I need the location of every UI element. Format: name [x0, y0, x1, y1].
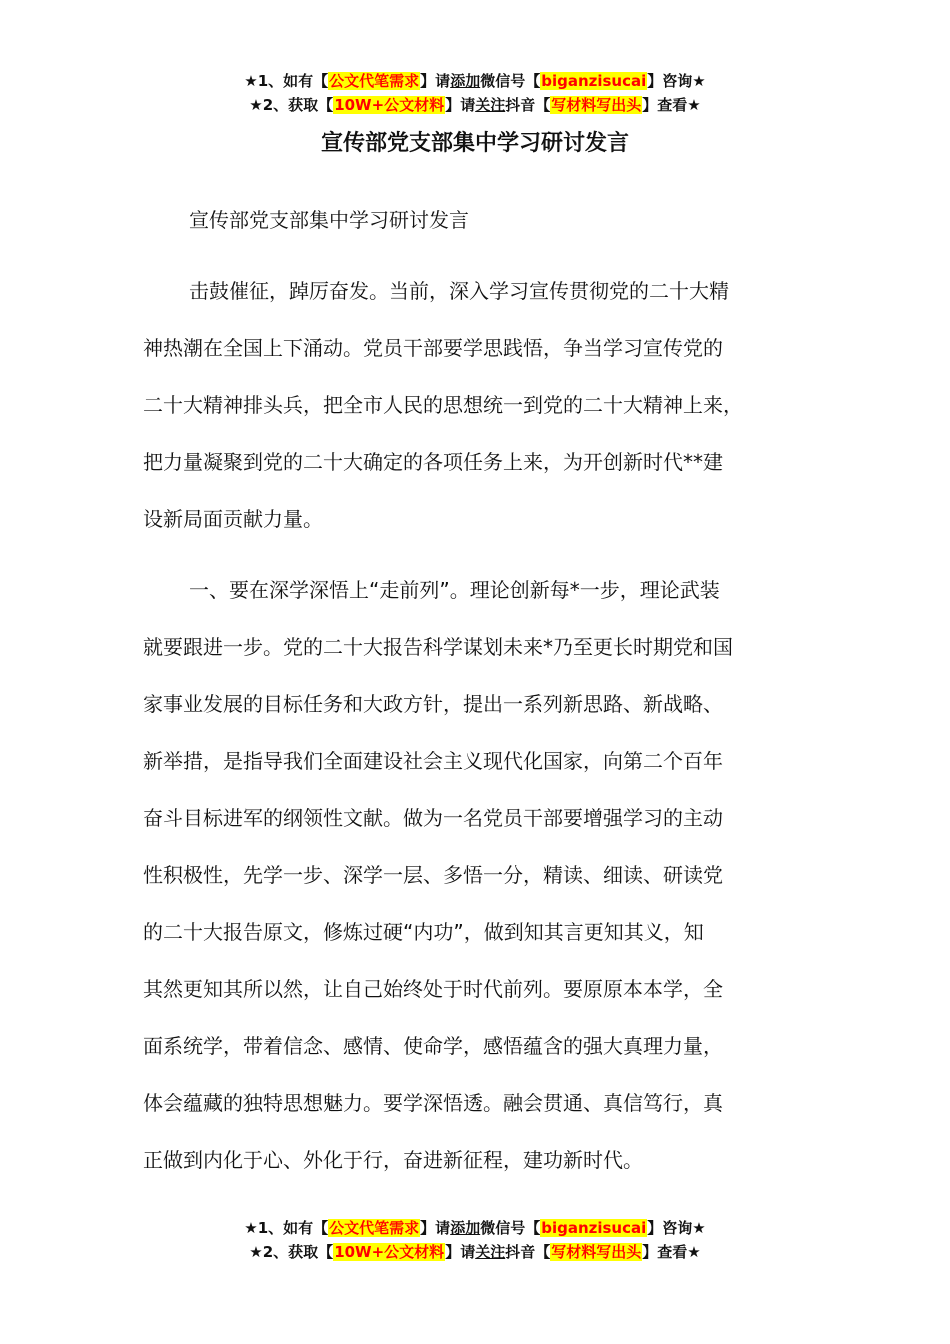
text-line: 正做到内化于心、外化于行，奋进新征程，建功新时代。	[143, 1148, 643, 1172]
text-line: 神热潮在全国上下涌动。党员干部要学思践悟，争当学习宣传党的	[143, 336, 723, 360]
promo-douyin-id: 写材料写出头	[551, 96, 642, 114]
text-line: 新举措，是指导我们全面建设社会主义现代化国家，向第二个百年	[143, 749, 723, 773]
promo-underlined: 关注	[475, 1243, 506, 1261]
promo-text: 抖音【	[505, 96, 551, 114]
promo-line-1	[0, 1216, 950, 1240]
text-line: 体会蕴藏的独特思想魅力。要学深悟透。融会贯通、真信笃行，真	[143, 1091, 723, 1115]
promo-highlight: 公文代笔需求	[329, 72, 420, 90]
text-line: 奋斗目标进军的纲领性文献。做为一名党员干部要增强学习的主动	[143, 806, 723, 830]
promo-douyin-id: 写材料写出头	[551, 1243, 642, 1261]
promo-text: 微信号【	[480, 1219, 541, 1237]
promo-text: 】请	[445, 96, 476, 114]
promo-text: 】查看★	[642, 96, 701, 114]
text-line: 就要跟进一步。党的二十大报告科学谋划未来*乃至更长时期党和国	[143, 635, 733, 659]
document-body	[143, 192, 833, 1189]
promo-wechat-id: biganzisucai	[541, 1219, 647, 1237]
promo-underlined: 添加	[450, 72, 481, 90]
text-line: 一、要在深学深悟上“走前列”。理论创新每*一步，理论武装	[189, 578, 720, 602]
promo-text: 微信号【	[480, 72, 541, 90]
promo-line-2	[0, 93, 950, 117]
top-promo-banner	[0, 69, 950, 117]
text-line: 性积极性，先学一步、深学一层、多悟一分，精读、细读、研读党	[143, 863, 723, 887]
text-line: 的二十大报告原文，修炼过硬“内功”，做到知其言更知其义，知	[143, 920, 704, 944]
text-line: 把力量凝聚到党的二十大确定的各项任务上来，为开创新时代**建	[143, 450, 723, 474]
promo-text: 抖音【	[505, 1243, 551, 1261]
promo-highlight: 10W+公文材料	[334, 1243, 445, 1261]
promo-text: 】请	[420, 72, 451, 90]
promo-line-1	[0, 69, 950, 93]
promo-underlined: 关注	[475, 96, 506, 114]
paragraph-intro	[143, 263, 833, 548]
promo-underlined: 添加	[450, 1219, 481, 1237]
promo-line-2	[0, 1240, 950, 1264]
document-title: 宣传部党支部集中学习研讨发言	[320, 131, 629, 156]
promo-text: ★2、获取【	[249, 1243, 334, 1261]
text-line: 面系统学，带着信念、感情、使命学，感悟蕴含的强大真理力量，	[143, 1034, 723, 1058]
promo-wechat-id: biganzisucai	[541, 72, 647, 90]
text-line: 击鼓催征，踔厉奋发。当前，深入学习宣传贯彻党的二十大精	[189, 279, 729, 303]
text-line: 设新局面贡献力量。	[143, 507, 323, 531]
text-line: 二十大精神排头兵，把全市人民的思想统一到党的二十大精神上来，	[143, 393, 743, 417]
promo-text: 】请	[445, 1243, 476, 1261]
promo-text: 】查看★	[642, 1243, 701, 1261]
paragraph-section-1	[143, 562, 833, 1189]
promo-text: 】咨询★	[647, 72, 706, 90]
promo-text: ★1、如有【	[244, 1219, 329, 1237]
promo-highlight: 公文代笔需求	[329, 1219, 420, 1237]
document-subtitle: 宣传部党支部集中学习研讨发言	[189, 208, 469, 232]
promo-text: ★1、如有【	[244, 72, 329, 90]
promo-highlight: 10W+公文材料	[334, 96, 445, 114]
bottom-promo-banner	[0, 1216, 950, 1264]
promo-text: 】请	[420, 1219, 451, 1237]
promo-text: ★2、获取【	[249, 96, 334, 114]
text-line: 其然更知其所以然，让自己始终处于时代前列。要原原本本学，全	[143, 977, 723, 1001]
text-line: 家事业发展的目标任务和大政方针，提出一系列新思路、新战略、	[143, 692, 723, 716]
promo-text: 】咨询★	[647, 1219, 706, 1237]
